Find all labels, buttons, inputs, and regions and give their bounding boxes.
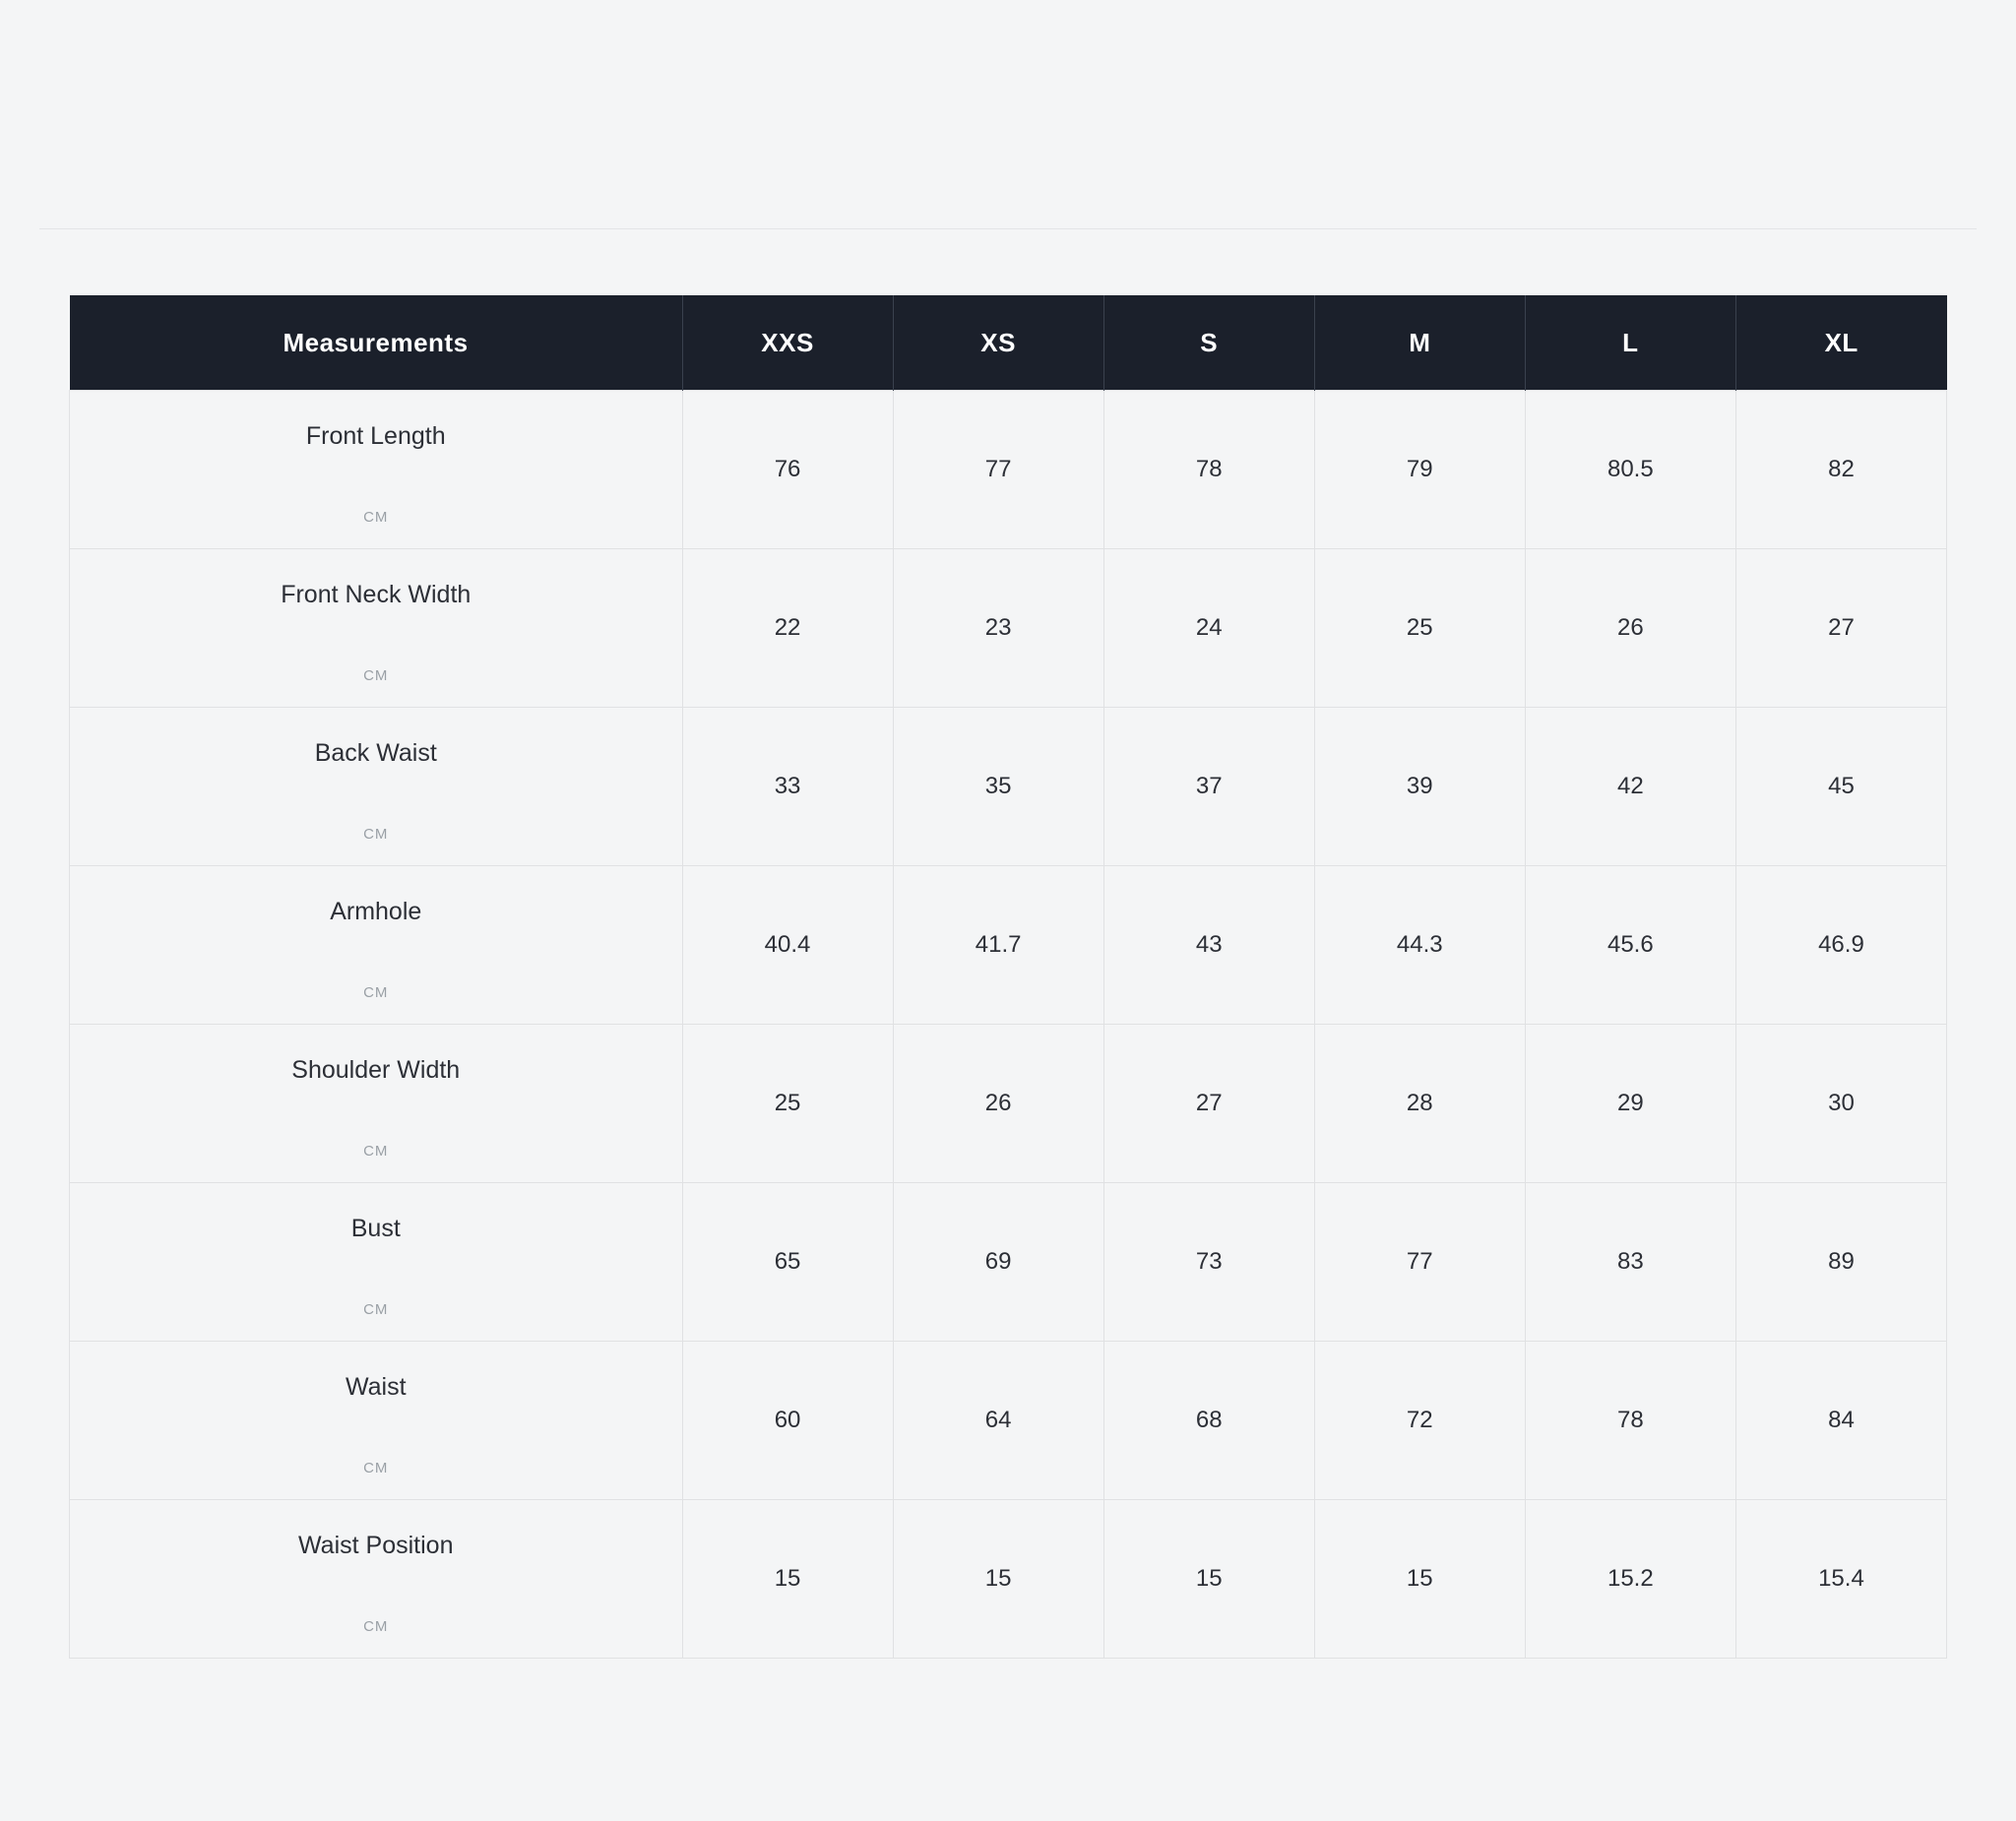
row-label: Armhole — [330, 898, 422, 925]
cell-value: 89 — [1735, 1183, 1946, 1342]
table-row — [70, 391, 1947, 549]
row-label: Front Length — [305, 422, 446, 450]
row-unit: CM — [363, 1301, 389, 1318]
cell-value: 65 — [682, 1183, 893, 1342]
cell-value: 77 — [1314, 1183, 1525, 1342]
cell-value: 46.9 — [1735, 866, 1946, 1025]
cell-value: 79 — [1314, 391, 1525, 549]
table-body — [70, 391, 1947, 1659]
table-row — [70, 1342, 1947, 1500]
row-label: Waist Position — [298, 1532, 454, 1559]
cell-value: 72 — [1314, 1342, 1525, 1500]
column-header-xs: XS — [893, 295, 1103, 391]
cell-value: 15 — [1314, 1500, 1525, 1659]
cell-value: 80.5 — [1525, 391, 1735, 549]
cell-value: 23 — [893, 549, 1103, 708]
cell-value: 40.4 — [682, 866, 893, 1025]
cell-value: 44.3 — [1314, 866, 1525, 1025]
cell-value: 84 — [1735, 1342, 1946, 1500]
table-row — [70, 866, 1947, 1025]
cell-value: 35 — [893, 708, 1103, 866]
row-label-cell — [70, 1500, 683, 1659]
row-unit: CM — [363, 1460, 389, 1476]
column-header-m: M — [1314, 295, 1525, 391]
cell-value: 22 — [682, 549, 893, 708]
cell-value: 42 — [1525, 708, 1735, 866]
column-header-xxs: XXS — [682, 295, 893, 391]
cell-value: 26 — [893, 1025, 1103, 1183]
top-divider — [39, 228, 1977, 229]
column-header-l: L — [1525, 295, 1735, 391]
cell-value: 73 — [1103, 1183, 1314, 1342]
row-unit: CM — [363, 509, 389, 526]
cell-value: 78 — [1525, 1342, 1735, 1500]
row-label: Bust — [350, 1215, 401, 1242]
table-row — [70, 1183, 1947, 1342]
cell-value: 15 — [893, 1500, 1103, 1659]
cell-value: 26 — [1525, 549, 1735, 708]
column-header-s: S — [1103, 295, 1314, 391]
row-label-cell — [70, 1025, 683, 1183]
cell-value: 15 — [1103, 1500, 1314, 1659]
row-unit: CM — [363, 984, 389, 1001]
table-row — [70, 708, 1947, 866]
column-header-xl: XL — [1735, 295, 1946, 391]
cell-value: 83 — [1525, 1183, 1735, 1342]
row-label-cell — [70, 391, 683, 549]
cell-value: 28 — [1314, 1025, 1525, 1183]
cell-value: 43 — [1103, 866, 1314, 1025]
row-label-cell — [70, 866, 683, 1025]
table-row — [70, 1500, 1947, 1659]
table-row — [70, 549, 1947, 708]
cell-value: 24 — [1103, 549, 1314, 708]
row-unit: CM — [363, 826, 389, 843]
cell-value: 64 — [893, 1342, 1103, 1500]
column-header-measurements: Measurements — [70, 295, 683, 391]
cell-value: 25 — [1314, 549, 1525, 708]
cell-value: 45.6 — [1525, 866, 1735, 1025]
row-label-cell — [70, 1183, 683, 1342]
cell-value: 82 — [1735, 391, 1946, 549]
cell-value: 29 — [1525, 1025, 1735, 1183]
cell-value: 27 — [1103, 1025, 1314, 1183]
row-label-cell — [70, 549, 683, 708]
cell-value: 68 — [1103, 1342, 1314, 1500]
cell-value: 76 — [682, 391, 893, 549]
cell-value: 37 — [1103, 708, 1314, 866]
row-unit: CM — [363, 1143, 389, 1160]
cell-value: 69 — [893, 1183, 1103, 1342]
cell-value: 30 — [1735, 1025, 1946, 1183]
table-row — [70, 1025, 1947, 1183]
cell-value: 78 — [1103, 391, 1314, 549]
cell-value: 25 — [682, 1025, 893, 1183]
row-unit: CM — [363, 667, 389, 684]
table-header — [70, 295, 1947, 391]
cell-value: 41.7 — [893, 866, 1103, 1025]
row-label-cell — [70, 708, 683, 866]
cell-value: 45 — [1735, 708, 1946, 866]
cell-value: 77 — [893, 391, 1103, 549]
cell-value: 15.4 — [1735, 1500, 1946, 1659]
row-unit: CM — [363, 1618, 389, 1635]
cell-value: 15 — [682, 1500, 893, 1659]
row-label: Shoulder Width — [291, 1056, 461, 1084]
cell-value: 60 — [682, 1342, 893, 1500]
size-chart-table — [69, 295, 1947, 1659]
row-label: Back Waist — [314, 739, 437, 767]
cell-value: 27 — [1735, 549, 1946, 708]
table-header-row — [70, 295, 1947, 391]
row-label-cell — [70, 1342, 683, 1500]
size-chart-container — [69, 295, 1947, 1659]
cell-value: 33 — [682, 708, 893, 866]
row-label: Waist — [345, 1373, 407, 1401]
cell-value: 39 — [1314, 708, 1525, 866]
row-label: Front Neck Width — [281, 581, 472, 608]
cell-value: 15.2 — [1525, 1500, 1735, 1659]
